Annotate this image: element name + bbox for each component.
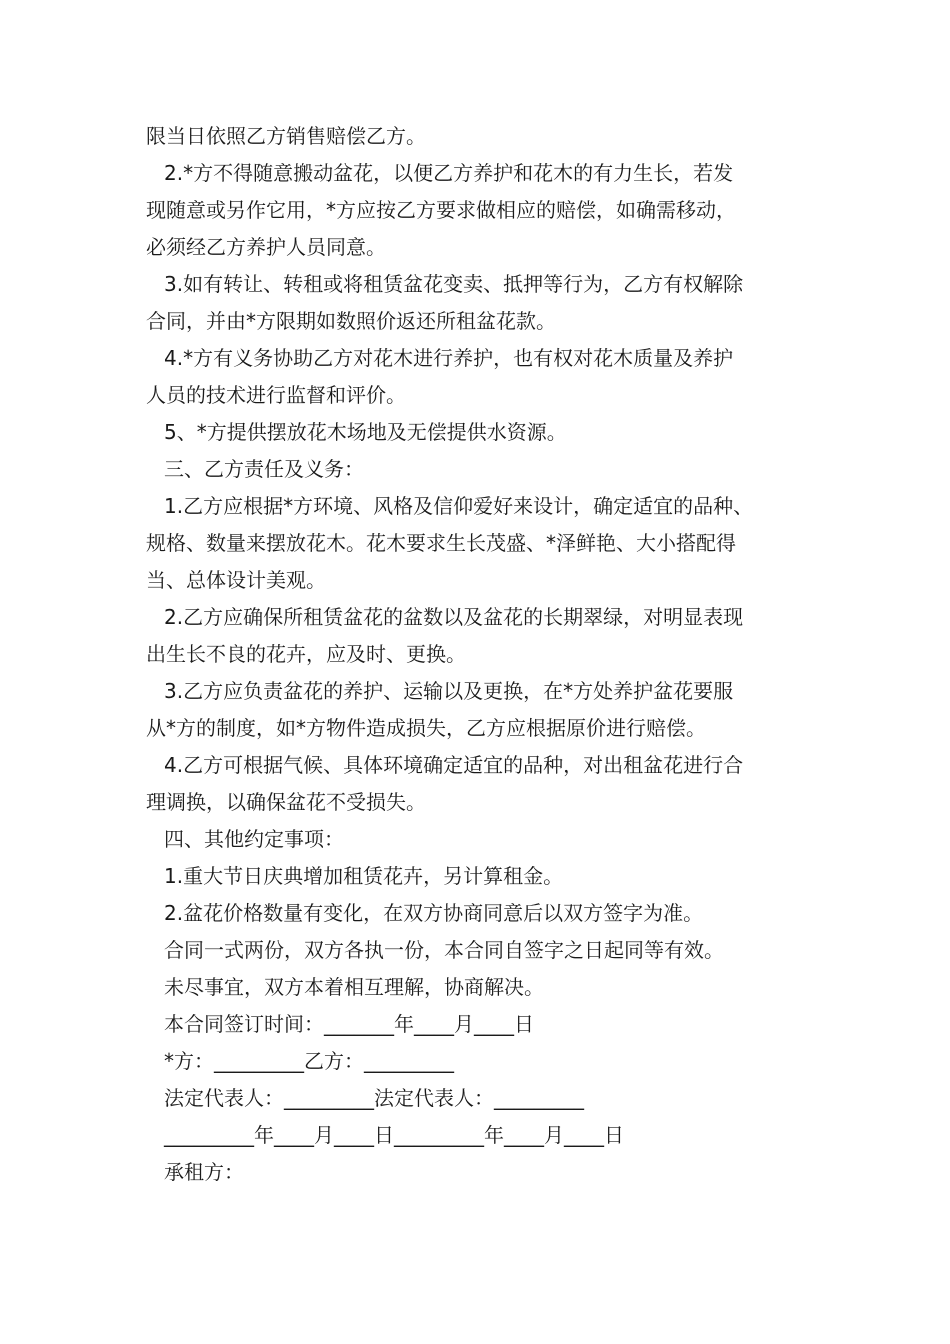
text-line: 2.乙方应确保所租赁盆花的盆数以及盆花的长期翠绿，对明显表现: [164, 605, 744, 629]
lessee-label: 承租方：: [164, 1160, 244, 1184]
text-line: 从*方的制度，如*方物件造成损失，乙方应根据原价进行赔偿。: [146, 716, 706, 740]
party-line: *方：_________乙方：_________: [164, 1049, 454, 1073]
text-line: 人员的技术进行监督和评价。: [146, 383, 406, 407]
document-body: [146, 118, 826, 1191]
text-line: 4.*方有义务协助乙方对花木进行养护，也有权对花木质量及养护: [164, 346, 734, 370]
text-line: 2.*方不得随意搬动盆花，以便乙方养护和花木的有力生长，若发: [164, 161, 734, 185]
section-heading: 三、乙方责任及义务：: [164, 457, 364, 481]
text-line: 理调换，以确保盆花不受损失。: [146, 790, 426, 814]
text-line: 合同，并由*方限期如数照价返还所租盆花款。: [146, 309, 556, 333]
text-line: 合同一式两份，双方各执一份，本合同自签字之日起同等有效。: [164, 938, 724, 962]
text-line: 规格、数量来摆放花木。花木要求生长茂盛、*泽鲜艳、大小搭配得: [146, 531, 736, 555]
text-line: 2.盆花价格数量有变化，在双方协商同意后以双方签字为准。: [164, 901, 704, 925]
signing-date-line: 本合同签订时间：_______年____月____日: [164, 1012, 534, 1036]
text-line: 3.乙方应负责盆花的养护、运输以及更换，在*方处养护盆花要服: [164, 679, 734, 703]
text-line: 出生长不良的花卉，应及时、更换。: [146, 642, 466, 666]
text-line: 未尽事宜，双方本着相互理解，协商解决。: [164, 975, 544, 999]
text-line: 限当日依照乙方销售赔偿乙方。: [146, 124, 426, 148]
date-line: _________年____月____日_________年____月____日: [164, 1123, 624, 1147]
representative-line: 法定代表人：_________法定代表人：_________: [164, 1086, 584, 1110]
text-line: 必须经乙方养护人员同意。: [146, 235, 386, 259]
text-line: 1.乙方应根据*方环境、风格及信仰爱好来设计，确定适宜的品种、: [164, 494, 754, 518]
text-line: 5、*方提供摆放花木场地及无偿提供水资源。: [164, 420, 567, 444]
text-line: 1.重大节日庆典增加租赁花卉，另计算租金。: [164, 864, 564, 888]
text-line: 当、总体设计美观。: [146, 568, 326, 592]
text-line: 3.如有转让、转租或将租赁盆花变卖、抵押等行为，乙方有权解除: [164, 272, 744, 296]
text-line: 现随意或另作它用，*方应按乙方要求做相应的赔偿，如确需移动，: [146, 198, 736, 222]
section-heading: 四、其他约定事项：: [164, 827, 344, 851]
text-line: 4.乙方可根据气候、具体环境确定适宜的品种，对出租盆花进行合: [164, 753, 744, 777]
